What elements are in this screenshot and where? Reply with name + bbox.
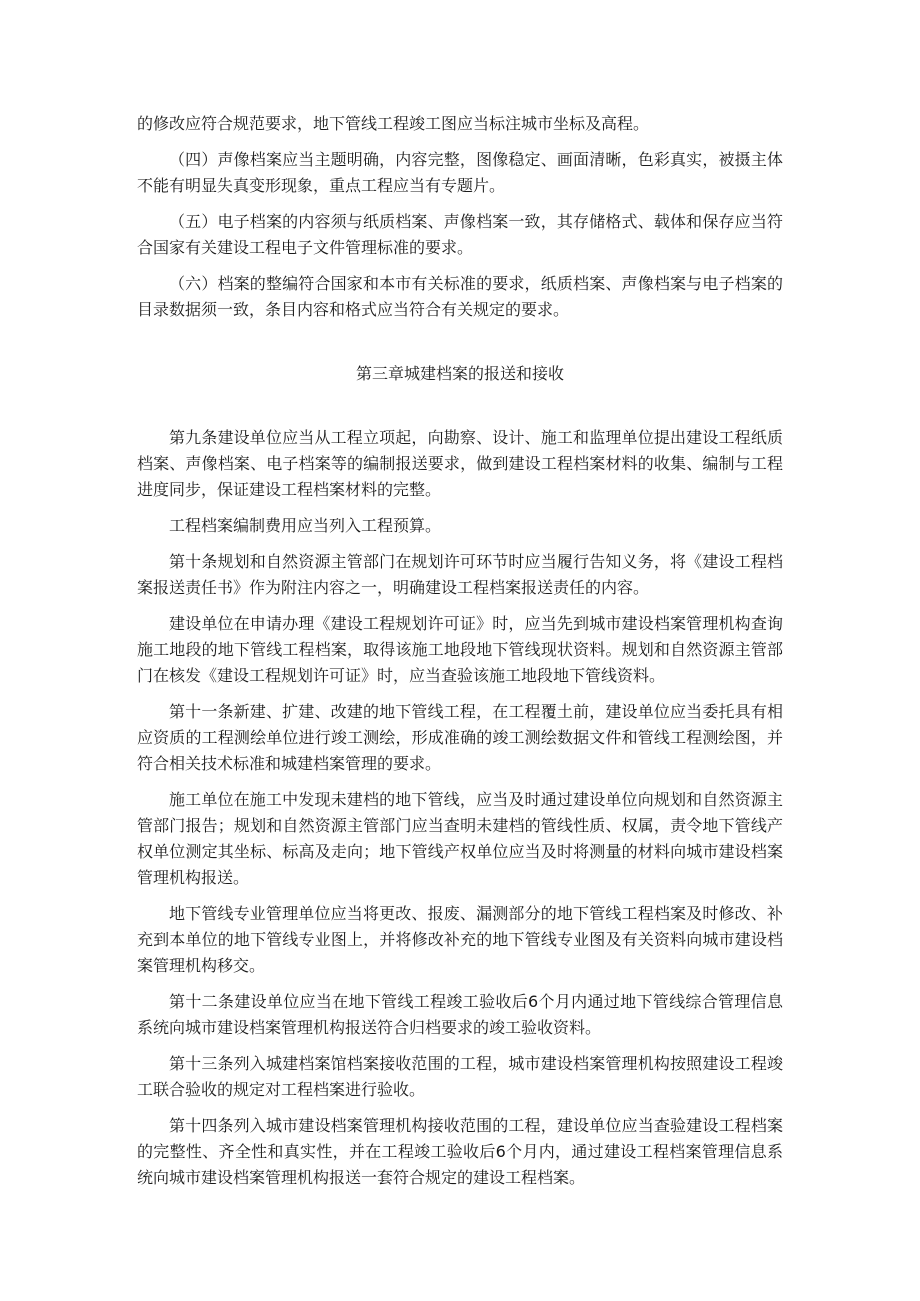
item-paragraph-5: （五）电子档案的内容须与纸质档案、声像档案一致，其存储格式、载体和保存应当符合国家有关建设工程电子文件管理标准的要求。	[137, 212, 783, 257]
document-body	[137, 111, 783, 1201]
permit-paragraph: 建设单位在申请办理《建设工程规划许可证》时，应当先到城市建设档案管理机构查询施工地段的地下管线工程档案，取得该施工地段地下管线现状资料。规划和自然资源主管部门在核发《建设工程规划许可证》时，应当查验该施工地段地下管线资料。	[137, 614, 783, 685]
chapter-heading: 第三章城建档案的报送和接收	[355, 364, 564, 383]
continuation-paragraph: 的修改应符合规范要求，地下管线工程竣工图应当标注城市坐标及高程。	[137, 114, 650, 133]
article-10-paragraph: 第十条规划和自然资源主管部门在规划许可环节时应当履行告知义务，将《建设工程档案报送责任书》作为附注内容之一，明确建设工程档案报送责任的内容。	[137, 552, 783, 597]
budget-paragraph: 工程档案编制费用应当列入工程预算。	[169, 516, 442, 535]
construction-paragraph: 施工单位在施工中发现未建档的地下管线，应当及时通过建设单位向规划和自然资源主管部门报告；规划和自然资源主管部门应当查明未建档的管线性质、权属，责令地下管线产权单位测定其坐标、标高及走向；地下管线产权单位应当及时将测量的材料向城市建设档案管理机构报送。	[137, 790, 783, 887]
pipeline-management-paragraph: 地下管线专业管理单位应当将更改、报废、漏测部分的地下管线工程档案及时修改、补充到本单位的地下管线专业图上，并将修改补充的地下管线专业图及有关资料向城市建设档案管理机构移交。	[137, 904, 783, 975]
article-12-paragraph: 第十二条建设单位应当在地下管线工程竣工验收后6个月内通过地下管线综合管理信息系统向城市建设档案管理机构报送符合归档要求的竣工验收资料。	[137, 992, 783, 1037]
article-9-paragraph: 第九条建设单位应当从工程立项起，向勘察、设计、施工和监理单位提出建设工程纸质档案、声像档案、电子档案等的编制报送要求，做到建设工程档案材料的收集、编制与工程进度同步，保证建设工程档案材料的完整。	[137, 428, 783, 499]
item-paragraph-6: （六）档案的整编符合国家和本市有关标准的要求，纸质档案、声像档案与电子档案的目录数据须一致，条目内容和格式应当符合有关规定的要求。	[137, 274, 783, 319]
article-11-paragraph: 第十一条新建、扩建、改建的地下管线工程，在工程覆土前，建设单位应当委托具有相应资质的工程测绘单位进行竣工测绘，形成准确的竣工测绘数据文件和管线工程测绘图，并符合相关技术标准和城建档案管理的要求。	[137, 702, 783, 773]
item-paragraph-4: （四）声像档案应当主题明确，内容完整，图像稳定、画面清晰，色彩真实，被摄主体不能有明显失真变形现象，重点工程应当有专题片。	[137, 150, 783, 195]
article-13-paragraph: 第十三条列入城建档案馆档案接收范围的工程，城市建设档案管理机构按照建设工程竣工联合验收的规定对工程档案进行验收。	[137, 1054, 783, 1099]
article-14-paragraph: 第十四条列入城市建设档案管理机构接收范围的工程，建设单位应当查验建设工程档案的完整性、齐全性和真实性，并在工程竣工验收后6个月内，通过建设工程档案管理信息系统向城市建设档案管理机构报送一套符合规定的建设工程档案。	[137, 1116, 783, 1187]
